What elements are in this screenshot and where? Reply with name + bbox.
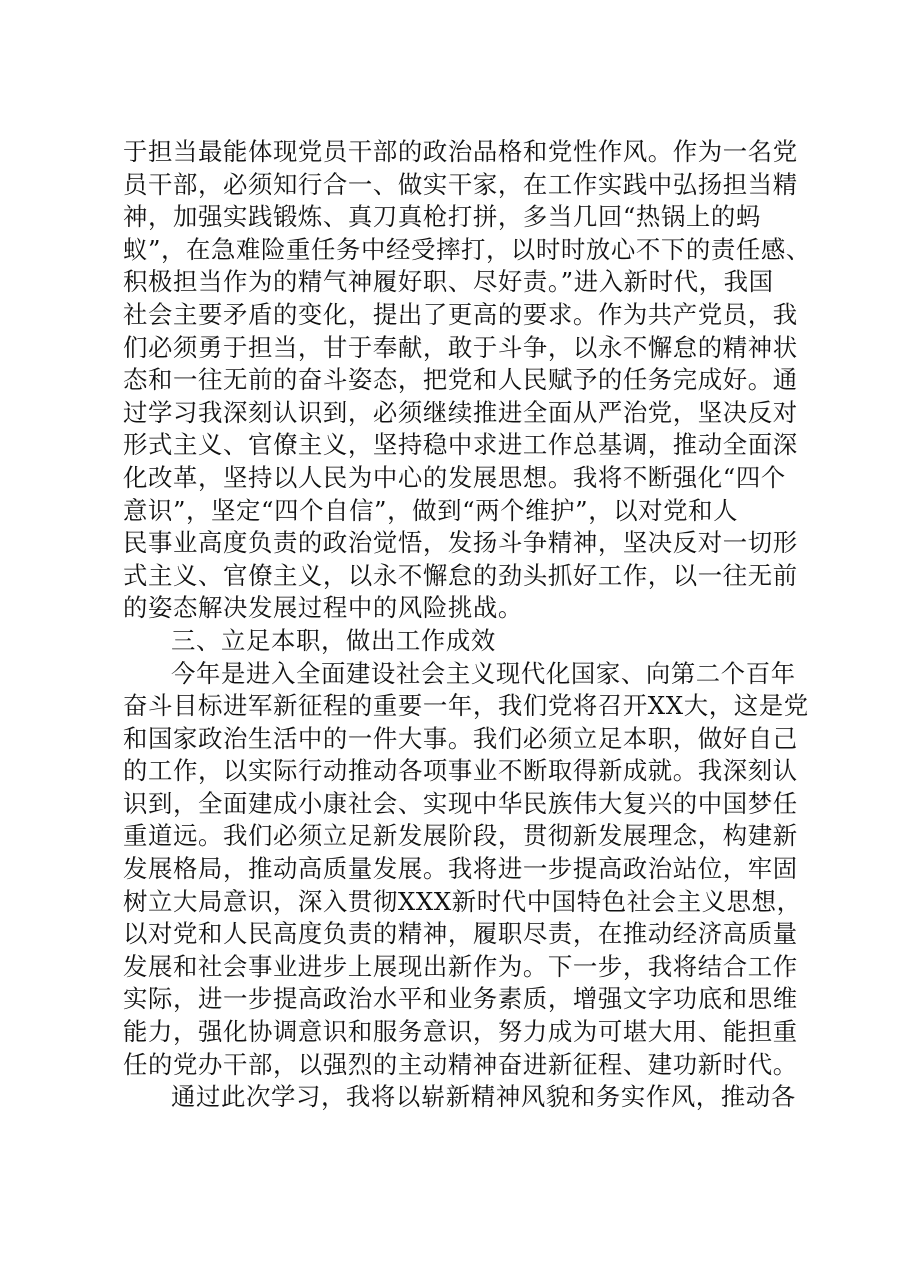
text-line: 形式主义、官僚主义，坚持稳中求进工作总基调，推动全面深 (123, 430, 798, 460)
text-line: 的姿态解决发展过程中的风险挑战。 (123, 593, 523, 623)
text-line: 式主义、官僚主义，以永不懈怠的劲头抓好工作，以一往无前 (123, 560, 798, 590)
text-line: 民事业高度负责的政治觉悟，发扬斗争精神，坚决反对一切形 (123, 528, 798, 558)
text-line: 通过此次学习，我将以崭新精神风貌和务实作风，推动各 (171, 1082, 796, 1112)
text-line: 的工作，以实际行动推动各项事业不断取得新成就。我深刻认 (123, 756, 798, 786)
text-line: 发展格局，推动高质量发展。我将进一步提高政治站位，牢固 (123, 854, 798, 884)
text-line: 重道远。我们必须立足新发展阶段，贯彻新发展理念，构建新 (123, 821, 798, 851)
text-line: 任的党办干部，以强烈的主动精神奋进新征程、建功新时代。 (123, 1049, 798, 1079)
text-line: 积极担当作为的精气神履好职、尽好责。”进入新时代，我国 (123, 267, 774, 297)
text-line: 们必须勇于担当，甘于奉献，敢于斗争，以永不懈怠的精神状 (123, 332, 798, 362)
text-line: 员干部，必须知行合一、做实干家，在工作实践中弘扬担当精 (123, 169, 798, 199)
text-line: 识到，全面建成小康社会、实现中华民族伟大复兴的中国梦任 (123, 788, 798, 818)
text-line: 神，加强实践锻炼、真刀真枪打拼，多当几回“热锅上的蚂 (123, 202, 761, 232)
text-line: 能力，强化协调意识和服务意识，努力成为可堪大用、能担重 (123, 1017, 798, 1047)
text-line: 和国家政治生活中的一件大事。我们必须立足本职，做好自己 (123, 723, 798, 753)
text-line: 发展和社会事业进步上展现出新作为。下一步，我将结合工作 (123, 951, 798, 981)
text-line: 社会主要矛盾的变化，提出了更高的要求。作为共产党员，我 (123, 299, 798, 329)
document-body (123, 136, 811, 1114)
text-line: 化改革，坚持以人民为中心的发展思想。我将不断强化“四个 (123, 462, 786, 492)
text-line: 今年是进入全面建设社会主义现代化国家、向第二个百年 (171, 658, 796, 688)
text-line: 奋斗目标进军新征程的重要一年，我们党将召开XX大，这是党 (123, 691, 809, 721)
text-line: 树立大局意识，深入贯彻XXX新时代中国特色社会主义思想， (123, 886, 802, 916)
text-line: 过学习我深刻认识到，必须继续推进全面从严治党，坚决反对 (123, 397, 798, 427)
text-line: 以对党和人民高度负责的精神，履职尽责，在推动经济高质量 (123, 919, 798, 949)
section-heading: 三、立足本职，做出工作成效 (171, 625, 496, 655)
text-line: 态和一往无前的奋斗姿态，把党和人民赋予的任务完成好。通 (123, 365, 798, 395)
text-line: 实际，进一步提高政治水平和业务素质，增强文字功底和思维 (123, 984, 798, 1014)
text-line: 于担当最能体现党员干部的政治品格和党性作风。作为一名党 (123, 137, 798, 166)
text-line: 蚁”，在急难险重任务中经受摔打，以时时放心不下的责任感、 (123, 234, 811, 264)
text-line: 意识”，坚定“四个自信”，做到“两个维护”，以对党和人 (123, 495, 739, 525)
